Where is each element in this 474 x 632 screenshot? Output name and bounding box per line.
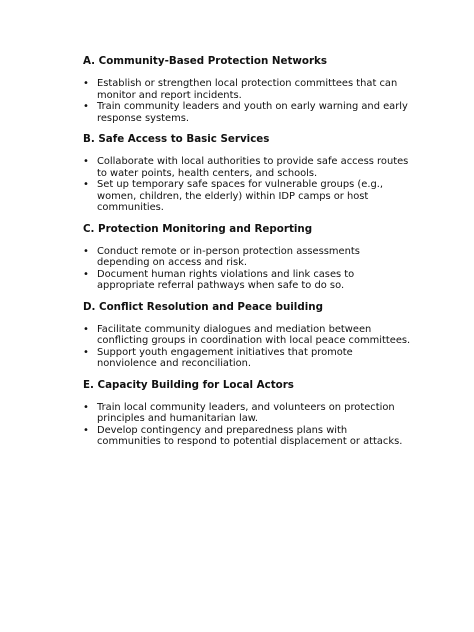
bullet-icon: • — [83, 78, 89, 89]
list-item — [83, 269, 413, 292]
list-item-text: Conduct remote or in-person protection assessments depending on access and risk. — [97, 245, 360, 268]
bullet-icon: • — [83, 101, 89, 112]
bullet-icon: • — [83, 179, 89, 190]
list-item — [83, 156, 413, 179]
list-item-text: Develop contingency and preparedness plans with communities to respond to potential displacement or attacks. — [97, 424, 403, 447]
section-d — [83, 301, 413, 370]
list-item — [83, 402, 413, 425]
section-heading: E. Capacity Building for Local Actors — [83, 378, 294, 391]
document-body — [83, 55, 413, 457]
section-heading: A. Community-Based Protection Networks — [83, 55, 328, 67]
list-item-text: Train local community leaders, and volunteers on protection principles and humanitarian law. — [97, 401, 395, 424]
list-item — [83, 246, 413, 269]
list-item-text: Support youth engagement initiatives that promote nonviolence and reconciliation. — [97, 346, 353, 369]
bullet-icon: • — [83, 346, 89, 358]
list-item-text: Facilitate community dialogues and mediation between conflicting groups in coordination with local peace committees. — [97, 323, 411, 346]
section-b — [83, 133, 413, 214]
list-item — [83, 425, 413, 448]
list-item — [83, 78, 413, 101]
section-heading: B. Safe Access to Basic Services — [83, 133, 270, 145]
list-item-text: Collaborate with local authorities to provide safe access routes to water points, health centers, and schools. — [97, 156, 409, 179]
section-a — [83, 55, 413, 124]
bullet-icon: • — [83, 424, 89, 436]
list-item-text: Document human rights violations and link cases to appropriate referral pathways when safe to do so. — [97, 268, 355, 291]
bullet-icon: • — [83, 245, 89, 257]
bullet-list — [83, 156, 413, 214]
bullet-icon: • — [83, 268, 89, 280]
section-e — [83, 379, 413, 448]
bullet-icon: • — [83, 323, 89, 335]
list-item-text: Establish or strengthen local protection committees that can monitor and report incidents. — [97, 78, 398, 101]
bullet-icon: • — [83, 156, 89, 167]
bullet-list — [83, 324, 413, 370]
bullet-icon: • — [83, 401, 89, 413]
section-c — [83, 223, 413, 292]
list-item — [83, 347, 413, 370]
bullet-list — [83, 246, 413, 292]
list-item — [83, 324, 413, 347]
list-item — [83, 179, 413, 214]
list-item — [83, 101, 413, 124]
bullet-list — [83, 402, 413, 448]
section-heading: C. Protection Monitoring and Reporting — [83, 222, 313, 235]
bullet-list — [83, 78, 413, 124]
section-heading: D. Conflict Resolution and Peace building — [83, 300, 323, 313]
list-item-text: Train community leaders and youth on early warning and early response systems. — [97, 101, 408, 124]
list-item-text: Set up temporary safe spaces for vulnerable groups (e.g., women, children, the elderly) within IDP camps or host communities. — [97, 179, 384, 213]
